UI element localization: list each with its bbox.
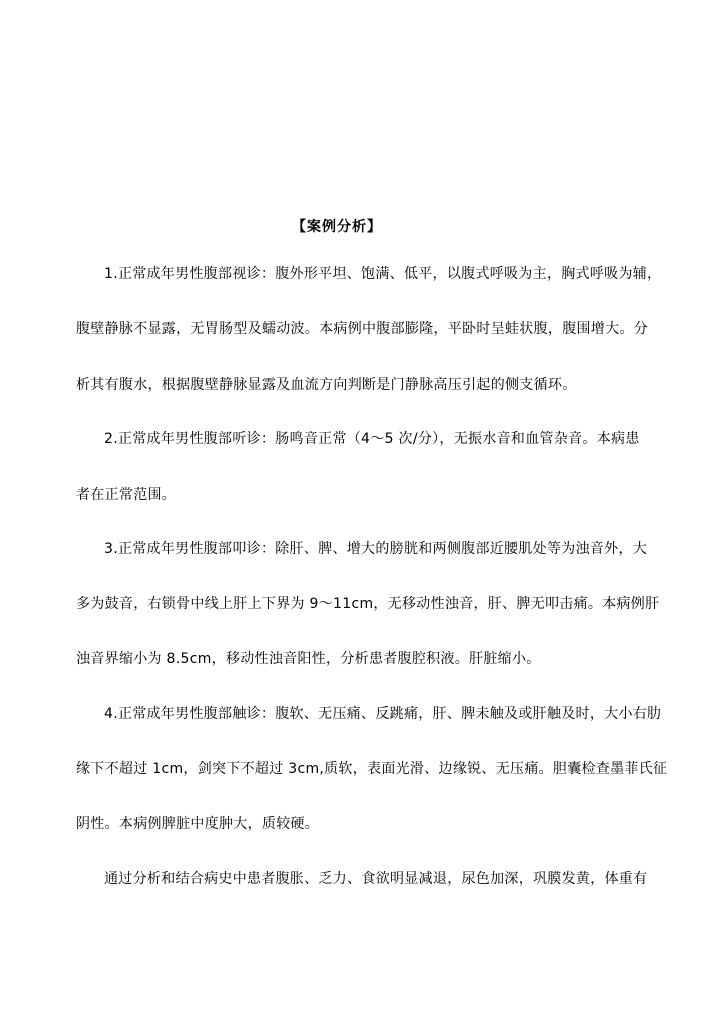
paragraph-4-line-1: 4.正常成年男性腹部触诊：腹软、无压痛、反跳痛，肝、脾未触及或肝触及时，大小右肋 xyxy=(104,706,662,722)
paragraph-2-line-2: 者在正常范围。 xyxy=(76,487,177,503)
paragraph-3-line-3: 浊音界缩小为 8.5cm，移动性浊音阳性，分析患者腹腔积液。肝脏缩小。 xyxy=(76,651,541,667)
paragraph-2-line-1: 2.正常成年男性腹部听诊：肠鸣音正常（4～5 次/分），无振水音和血管杂音。本病患 xyxy=(104,431,640,447)
paragraph-4-line-3: 阴性。本病例脾脏中度肿大，质较硬。 xyxy=(76,816,320,832)
paragraph-3-line-2: 多为鼓音，右锁骨中线上肝上下界为 9～11cm，无移动性浊音，肝、脾无叩击痛。本病例肝 xyxy=(76,596,660,612)
paragraph-1-line-3: 析其有腹水，根据腹壁静脉显露及血流方向判断是门静脉高压引起的侧支循环。 xyxy=(76,377,577,393)
paragraph-1-line-2: 腹壁静脉不显露，无胃肠型及蠕动波。本病例中腹部膨隆，平卧时呈蛙状腹，腹围增大。分 xyxy=(76,321,648,337)
section-heading: 【案例分析】 xyxy=(292,219,382,235)
paragraph-5-line-1: 通过分析和结合病史中患者腹胀、乏力、食欲明显减退，尿色加深，巩膜发黄，体重有 xyxy=(104,871,648,887)
paragraph-4-line-2: 缘下不超过 1cm，剑突下不超过 3cm,质软，表面光滑、边缘锐、无压痛。胆囊检查墨菲氏征 xyxy=(76,761,668,777)
paragraph-1-line-1: 1.正常成年男性腹部视诊：腹外形平坦、饱满、低平，以腹式呼吸为主，胸式呼吸为辅， xyxy=(104,266,662,282)
paragraph-3-line-1: 3.正常成年男性腹部叩诊：除肝、脾、增大的膀胱和两侧腹部近腰肌处等为浊音外，大 xyxy=(104,541,648,557)
